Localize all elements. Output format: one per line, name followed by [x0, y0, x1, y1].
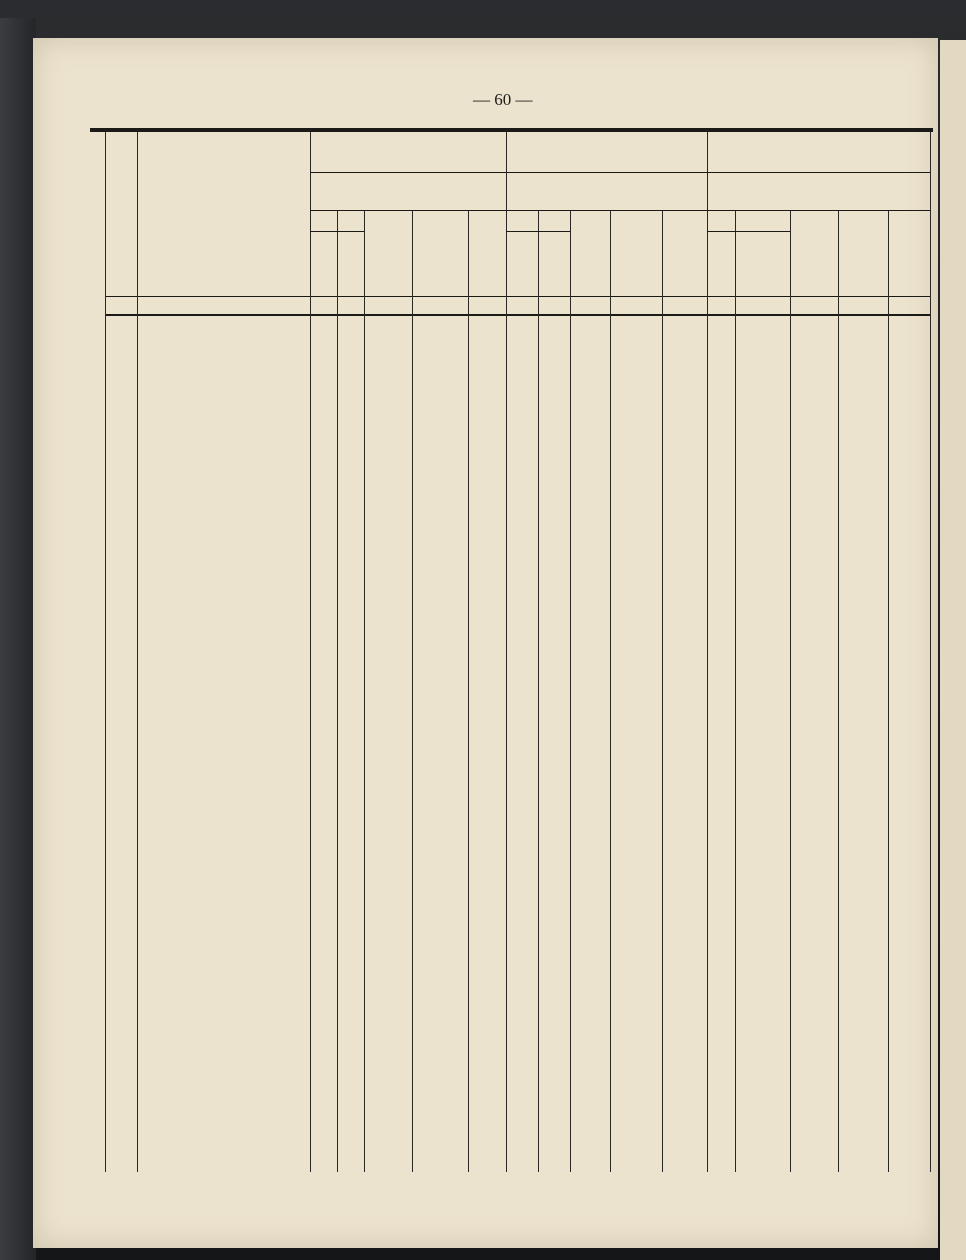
- column-divider-main: [506, 132, 507, 1172]
- column-divider: [838, 210, 839, 1172]
- column-divider: [790, 210, 791, 1172]
- column-divider-main: [105, 132, 106, 1172]
- book-binding: [0, 18, 36, 1260]
- subgroup-line-1: [310, 210, 412, 211]
- book-page: [33, 38, 938, 1248]
- column-divider: [364, 210, 365, 1172]
- column-divider-main: [707, 132, 708, 1172]
- column-divider: [735, 210, 736, 1172]
- upotr-line-3: [838, 210, 930, 211]
- column-divider-main: [137, 132, 138, 1172]
- stroeniy-line-3: [707, 231, 790, 232]
- column-divider: [888, 210, 889, 1172]
- column-divider-main: [310, 132, 311, 1172]
- column-divider: [610, 210, 611, 1172]
- column-divider: [468, 210, 469, 1172]
- group-header-line: [310, 172, 930, 173]
- header-rule: [105, 296, 930, 297]
- upotr-line-1: [412, 210, 506, 211]
- column-divider-main: [930, 132, 931, 1172]
- column-divider: [412, 210, 413, 1172]
- colnum-rule: [105, 314, 930, 316]
- stroeniy-line-1: [310, 231, 364, 232]
- page-number: — 60 —: [473, 90, 533, 109]
- upotr-line-2: [610, 210, 707, 211]
- column-divider: [570, 210, 571, 1172]
- subgroup-line-3: [707, 210, 838, 211]
- next-page-edge: [940, 40, 966, 1260]
- top-thick-rule: [90, 128, 933, 132]
- column-divider: [337, 210, 338, 1172]
- column-divider: [662, 210, 663, 1172]
- stroeniy-line-2: [506, 231, 570, 232]
- column-divider: [538, 210, 539, 1172]
- subgroup-line-2: [506, 210, 610, 211]
